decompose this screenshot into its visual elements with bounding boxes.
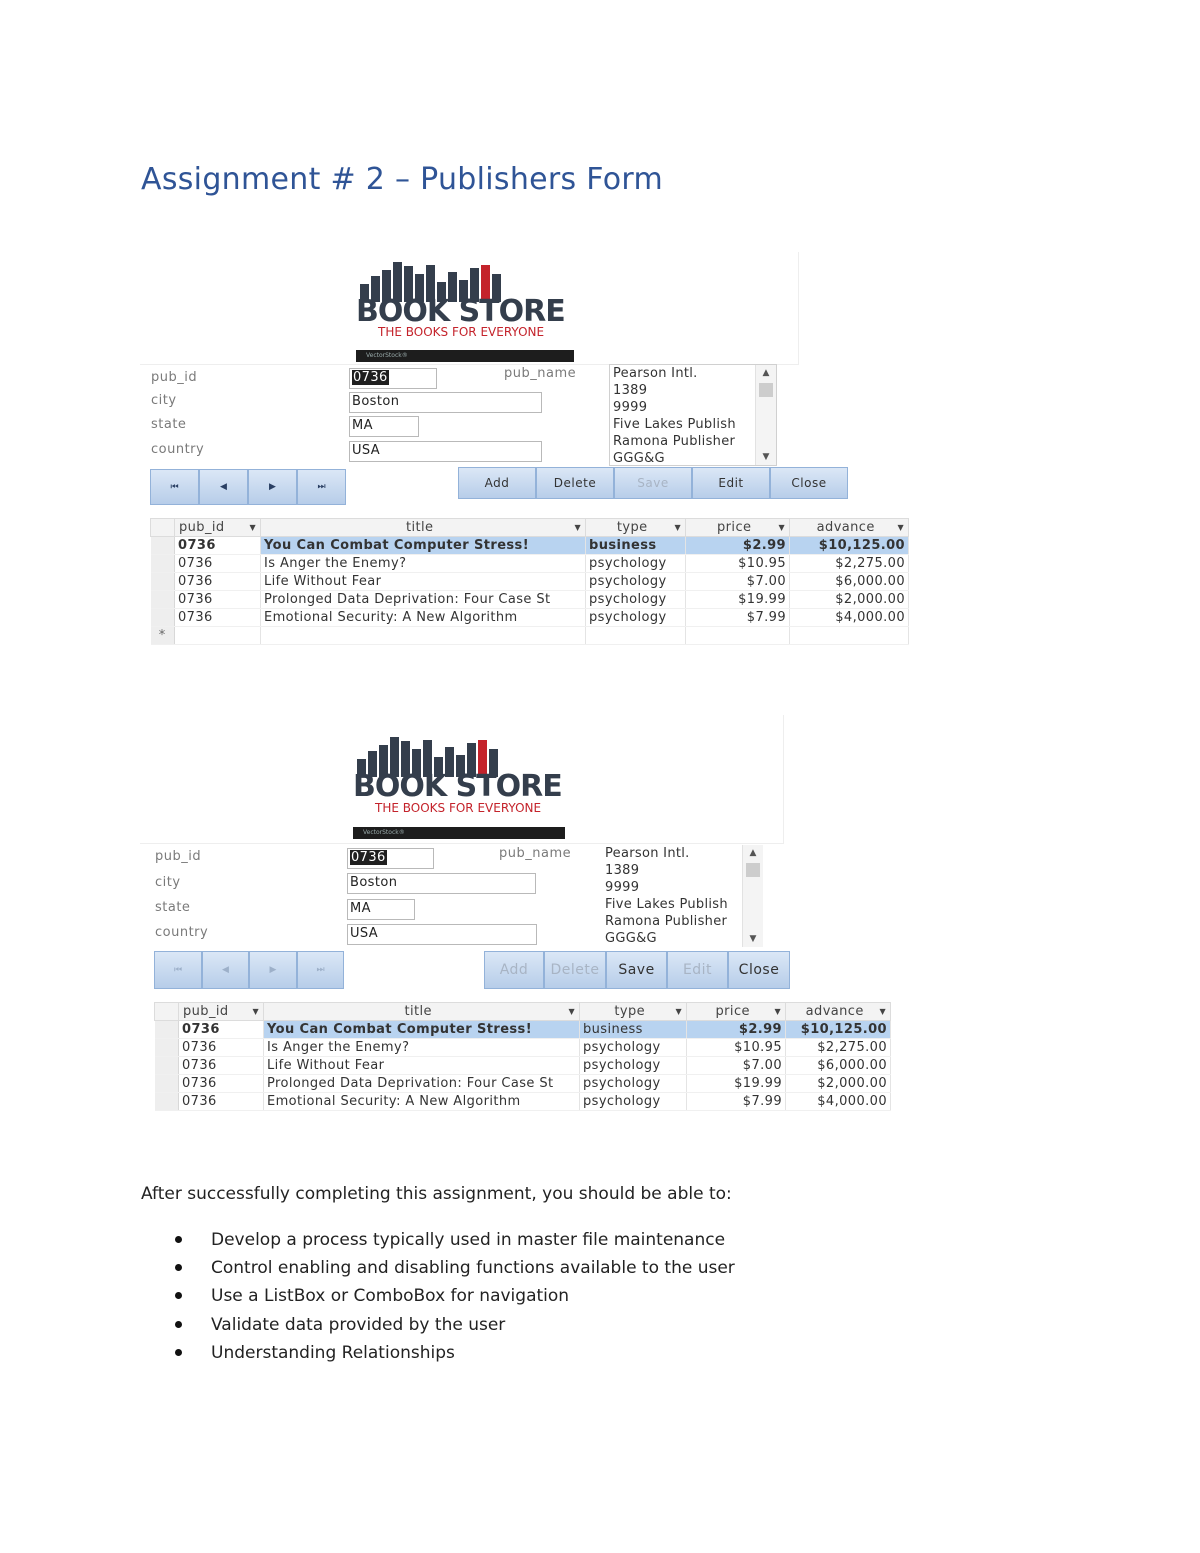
cell-pub-id[interactable]: 0736 bbox=[179, 1021, 264, 1039]
cell-pub-id[interactable]: 0736 bbox=[179, 1075, 264, 1093]
table-row[interactable] bbox=[151, 573, 909, 591]
table-row[interactable] bbox=[155, 1093, 891, 1111]
country-field[interactable]: USA bbox=[347, 924, 537, 945]
previous-record-button[interactable] bbox=[199, 469, 248, 505]
first-record-icon: ⏮ bbox=[170, 482, 179, 492]
column-header-pub-id[interactable]: pub_id ▼ bbox=[175, 519, 261, 537]
cell-title[interactable]: Emotional Security: A New Algorithm bbox=[264, 1093, 580, 1111]
row-selector-header bbox=[155, 1003, 179, 1021]
cell-price[interactable]: $7.99 bbox=[687, 1093, 786, 1111]
last-record-icon: ⏭ bbox=[316, 965, 325, 975]
previous-record-button[interactable] bbox=[202, 951, 249, 989]
row-selector[interactable] bbox=[151, 555, 175, 573]
cell-title[interactable]: Prolonged Data Deprivation: Four Case St bbox=[264, 1075, 580, 1093]
city-field[interactable]: Boston bbox=[349, 392, 542, 413]
close-button[interactable]: Close bbox=[770, 467, 848, 499]
cell-title[interactable]: Life Without Fear bbox=[261, 573, 586, 591]
cell-title[interactable]: Life Without Fear bbox=[264, 1057, 580, 1075]
objective-item: Validate data provided by the user bbox=[172, 1313, 735, 1341]
table-row[interactable] bbox=[155, 1057, 891, 1075]
last-record-button[interactable] bbox=[297, 469, 346, 505]
cell-price[interactable]: $19.99 bbox=[686, 591, 790, 609]
pub-id-label: pub_id bbox=[151, 370, 198, 385]
cell-type[interactable]: psychology bbox=[580, 1093, 687, 1111]
new-row-cell[interactable] bbox=[586, 627, 686, 645]
cell-advance[interactable]: $10,125.00 bbox=[790, 537, 909, 555]
previous-record-icon: ◀ bbox=[220, 482, 227, 492]
cell-pub-id[interactable]: 0736 bbox=[175, 555, 261, 573]
sort-dropdown-icon[interactable]: ▼ bbox=[568, 1007, 575, 1016]
column-header-advance[interactable]: advance ▼ bbox=[790, 519, 909, 537]
pub-name-label: pub_name bbox=[504, 366, 577, 381]
last-record-button[interactable] bbox=[297, 951, 344, 989]
cell-pub-id[interactable]: 0736 bbox=[175, 591, 261, 609]
next-record-icon: ▶ bbox=[269, 965, 277, 975]
logo-watermark-strip: VectorStock® bbox=[356, 350, 574, 362]
cell-price[interactable]: $7.00 bbox=[687, 1057, 786, 1075]
pub-id-label: pub_id bbox=[155, 849, 202, 864]
table-row[interactable] bbox=[151, 609, 909, 627]
row-selector[interactable] bbox=[151, 591, 175, 609]
list-item[interactable]: Ramona Publisher bbox=[605, 914, 728, 929]
bullet-icon bbox=[175, 1349, 182, 1356]
table-row[interactable] bbox=[151, 555, 909, 573]
delete-button[interactable]: Delete bbox=[536, 467, 614, 499]
new-row-marker[interactable]: * bbox=[151, 627, 175, 645]
bookstore-logo bbox=[353, 733, 566, 841]
column-header-title[interactable]: title ▼ bbox=[261, 519, 586, 537]
cell-title[interactable]: You Can Combat Computer Stress! bbox=[264, 1021, 580, 1039]
close-button[interactable]: Close bbox=[728, 951, 790, 989]
sort-dropdown-icon[interactable]: ▼ bbox=[879, 1007, 886, 1016]
row-selector[interactable] bbox=[151, 609, 175, 627]
state-label: state bbox=[155, 900, 191, 915]
column-header-type[interactable]: type ▼ bbox=[586, 519, 686, 537]
titles-datagrid[interactable] bbox=[150, 518, 909, 645]
scroll-down-arrow-icon[interactable]: ▼ bbox=[762, 452, 770, 462]
cell-advance[interactable]: $4,000.00 bbox=[786, 1093, 891, 1111]
pub-name-label: pub_name bbox=[499, 846, 572, 861]
scroll-down-arrow-icon[interactable]: ▼ bbox=[749, 934, 757, 944]
next-record-button[interactable] bbox=[249, 951, 297, 989]
objective-item: Control enabling and disabling functions available to the user bbox=[172, 1256, 735, 1284]
cell-type[interactable]: psychology bbox=[580, 1075, 687, 1093]
sort-dropdown-icon[interactable]: ▼ bbox=[897, 523, 904, 532]
cell-price[interactable]: $10.95 bbox=[687, 1039, 786, 1057]
cell-price[interactable]: $10.95 bbox=[686, 555, 790, 573]
publishers-form-edit-screenshot bbox=[140, 715, 895, 1120]
state-field[interactable]: MA bbox=[347, 899, 415, 920]
row-selector[interactable] bbox=[155, 1039, 179, 1057]
previous-record-icon: ◀ bbox=[222, 965, 229, 975]
bullet-icon bbox=[175, 1264, 182, 1271]
cell-price[interactable]: $2.99 bbox=[687, 1021, 786, 1039]
logo-watermark-strip: VectorStock® bbox=[353, 827, 565, 839]
listbox-scrollbar[interactable] bbox=[742, 845, 763, 947]
pub-id-field[interactable]: 0736 bbox=[347, 848, 434, 869]
column-header-price[interactable]: price ▼ bbox=[687, 1003, 786, 1021]
cell-advance[interactable]: $6,000.00 bbox=[786, 1057, 891, 1075]
city-label: city bbox=[151, 393, 177, 408]
table-row[interactable] bbox=[155, 1075, 891, 1093]
save-button[interactable]: Save bbox=[614, 467, 692, 499]
logo-tagline: THE BOOKS FOR EVERYONE bbox=[375, 801, 542, 815]
cell-advance[interactable]: $2,275.00 bbox=[786, 1039, 891, 1057]
objectives-intro: After successfully completing this assignment, you should be able to: bbox=[141, 1184, 732, 1204]
objective-item: Develop a process typically used in master file maintenance bbox=[172, 1228, 735, 1256]
last-record-icon: ⏭ bbox=[317, 482, 326, 492]
add-button[interactable]: Add bbox=[484, 951, 544, 989]
cell-type[interactable]: psychology bbox=[586, 609, 686, 627]
bookstore-logo bbox=[356, 258, 578, 364]
cell-title[interactable]: Is Anger the Enemy? bbox=[261, 555, 586, 573]
city-label: city bbox=[155, 875, 181, 890]
publishers-form-browse-screenshot bbox=[140, 252, 910, 652]
table-row[interactable] bbox=[155, 1039, 891, 1057]
list-item[interactable]: 1389 bbox=[613, 383, 648, 398]
first-record-icon: ⏮ bbox=[173, 965, 183, 975]
list-item[interactable]: Ramona Publisher bbox=[613, 434, 736, 449]
cell-advance[interactable]: $2,000.00 bbox=[786, 1075, 891, 1093]
cell-pub-id[interactable]: 0736 bbox=[179, 1039, 264, 1057]
list-item[interactable]: 9999 bbox=[613, 400, 648, 415]
cell-advance[interactable]: $2,275.00 bbox=[790, 555, 909, 573]
column-header-advance[interactable]: advance ▼ bbox=[786, 1003, 891, 1021]
country-field[interactable]: USA bbox=[349, 441, 542, 462]
list-item[interactable]: Pearson Intl. bbox=[613, 366, 698, 381]
table-row[interactable] bbox=[151, 591, 909, 609]
cell-pub-id[interactable]: 0736 bbox=[179, 1093, 264, 1111]
cell-type[interactable]: psychology bbox=[586, 555, 686, 573]
sort-dropdown-icon[interactable]: ▼ bbox=[574, 523, 581, 532]
table-row[interactable] bbox=[155, 1021, 891, 1039]
row-selector-header bbox=[151, 519, 175, 537]
cell-price[interactable]: $2.99 bbox=[686, 537, 790, 555]
new-row-cell[interactable] bbox=[790, 627, 909, 645]
first-record-button[interactable] bbox=[150, 469, 199, 505]
row-selector[interactable] bbox=[151, 537, 175, 555]
cell-title[interactable]: Is Anger the Enemy? bbox=[264, 1039, 580, 1057]
edit-button[interactable]: Edit bbox=[692, 467, 770, 499]
cell-advance[interactable]: $4,000.00 bbox=[790, 609, 909, 627]
cell-title[interactable]: You Can Combat Computer Stress! bbox=[261, 537, 586, 555]
publisher-listbox[interactable] bbox=[609, 364, 777, 466]
list-item[interactable]: 1389 bbox=[605, 863, 640, 878]
pub-id-field[interactable]: 0736 bbox=[349, 368, 437, 389]
cell-type[interactable]: psychology bbox=[586, 591, 686, 609]
logo-tagline: THE BOOKS FOR EVERYONE bbox=[378, 325, 545, 339]
scroll-up-arrow-icon[interactable]: ▲ bbox=[749, 848, 757, 858]
cell-type[interactable]: psychology bbox=[580, 1039, 687, 1057]
cell-pub-id[interactable]: 0736 bbox=[175, 609, 261, 627]
bullet-icon bbox=[175, 1292, 182, 1299]
titles-datagrid[interactable] bbox=[154, 1002, 891, 1111]
cell-title[interactable]: Prolonged Data Deprivation: Four Case St bbox=[261, 591, 586, 609]
add-button[interactable]: Add bbox=[458, 467, 536, 499]
country-label: country bbox=[151, 442, 205, 457]
country-label: country bbox=[155, 925, 209, 940]
sort-dropdown-icon[interactable]: ▼ bbox=[249, 523, 256, 532]
list-item[interactable]: Five Lakes Publish bbox=[605, 897, 728, 912]
cell-advance[interactable]: $10,125.00 bbox=[786, 1021, 891, 1039]
row-selector[interactable] bbox=[155, 1093, 179, 1111]
table-row[interactable] bbox=[151, 537, 909, 555]
sort-dropdown-icon[interactable]: ▼ bbox=[675, 1007, 682, 1016]
record-navigation-bar bbox=[150, 469, 346, 505]
cell-type[interactable]: business bbox=[580, 1021, 687, 1039]
delete-button[interactable]: Delete bbox=[544, 951, 606, 989]
cell-price[interactable]: $19.99 bbox=[687, 1075, 786, 1093]
scroll-thumb[interactable] bbox=[759, 383, 773, 397]
bullet-icon bbox=[175, 1321, 182, 1328]
cell-pub-id[interactable]: 0736 bbox=[179, 1057, 264, 1075]
cell-pub-id[interactable]: 0736 bbox=[175, 537, 261, 555]
document-title: Assignment # 2 – Publishers Form bbox=[141, 162, 664, 197]
column-header-type[interactable]: type ▼ bbox=[580, 1003, 687, 1021]
list-item[interactable]: Five Lakes Publish bbox=[613, 417, 736, 432]
new-row-cell[interactable] bbox=[175, 627, 261, 645]
objectives-list bbox=[172, 1228, 735, 1369]
state-label: state bbox=[151, 417, 187, 432]
list-item[interactable]: GGG&G bbox=[605, 931, 657, 946]
bullet-icon bbox=[175, 1236, 182, 1243]
new-row-cell[interactable] bbox=[686, 627, 790, 645]
list-item[interactable]: GGG&G bbox=[613, 451, 665, 466]
record-navigation-bar bbox=[154, 951, 344, 989]
cell-title[interactable]: Emotional Security: A New Algorithm bbox=[261, 609, 586, 627]
sort-dropdown-icon[interactable]: ▼ bbox=[252, 1007, 259, 1016]
city-field[interactable]: Boston bbox=[347, 873, 536, 894]
cell-advance[interactable]: $6,000.00 bbox=[790, 573, 909, 591]
list-item[interactable]: 9999 bbox=[605, 880, 640, 895]
sort-dropdown-icon[interactable]: ▼ bbox=[778, 523, 785, 532]
objective-item: Understanding Relationships bbox=[172, 1341, 735, 1369]
next-record-icon: ▶ bbox=[269, 482, 276, 492]
cell-advance[interactable]: $2,000.00 bbox=[790, 591, 909, 609]
cell-price[interactable]: $7.99 bbox=[686, 609, 790, 627]
sort-dropdown-icon[interactable]: ▼ bbox=[774, 1007, 781, 1016]
objective-item: Use a ListBox or ComboBox for navigation bbox=[172, 1284, 735, 1312]
row-selector[interactable] bbox=[155, 1057, 179, 1075]
new-row[interactable] bbox=[151, 627, 909, 645]
listbox-scrollbar[interactable] bbox=[755, 365, 776, 465]
action-button-bar bbox=[458, 467, 848, 499]
scroll-thumb[interactable] bbox=[746, 863, 760, 877]
edit-button[interactable]: Edit bbox=[667, 951, 728, 989]
row-selector[interactable] bbox=[151, 573, 175, 591]
save-button[interactable]: Save bbox=[606, 951, 667, 989]
column-header-title[interactable]: title ▼ bbox=[264, 1003, 580, 1021]
cell-type[interactable]: psychology bbox=[586, 573, 686, 591]
sort-dropdown-icon[interactable]: ▼ bbox=[674, 523, 681, 532]
cell-pub-id[interactable]: 0736 bbox=[175, 573, 261, 591]
column-header-pub-id[interactable]: pub_id ▼ bbox=[179, 1003, 264, 1021]
cell-price[interactable]: $7.00 bbox=[686, 573, 790, 591]
first-record-button[interactable] bbox=[154, 951, 202, 989]
row-selector[interactable] bbox=[155, 1075, 179, 1093]
scroll-up-arrow-icon[interactable]: ▲ bbox=[762, 368, 770, 378]
cell-type[interactable]: business bbox=[586, 537, 686, 555]
column-header-price[interactable]: price ▼ bbox=[686, 519, 790, 537]
cell-type[interactable]: psychology bbox=[580, 1057, 687, 1075]
logo-wordmark: BOOK STORE bbox=[353, 769, 562, 804]
state-field[interactable]: MA bbox=[349, 416, 419, 437]
logo-wordmark: BOOK STORE bbox=[356, 294, 565, 329]
next-record-button[interactable] bbox=[248, 469, 297, 505]
new-row-cell[interactable] bbox=[261, 627, 586, 645]
action-button-bar bbox=[484, 951, 790, 989]
list-item[interactable]: Pearson Intl. bbox=[605, 846, 690, 861]
publisher-listbox[interactable] bbox=[601, 844, 764, 948]
row-selector[interactable] bbox=[155, 1021, 179, 1039]
